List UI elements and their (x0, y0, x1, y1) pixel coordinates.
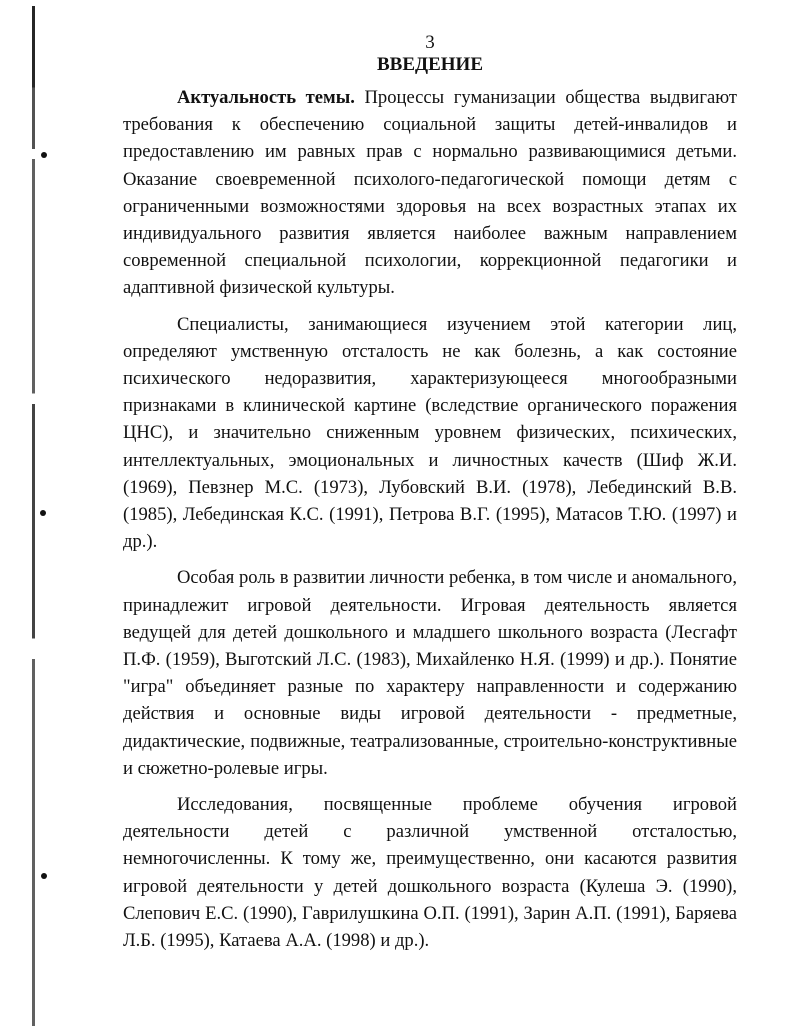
scan-dot-artifact (41, 873, 47, 879)
body-text (123, 84, 737, 954)
section-heading: ВВЕДЕНИЕ (377, 54, 483, 75)
paragraph-lead: Актуальность темы. (177, 87, 355, 108)
paragraph-relevance (123, 84, 737, 302)
paragraph-text: Процессы гуманизации общества выдвигают требования к обеспечению социальной защиты детей-инвалидов и предоставлению им равных прав с нормально развивающимися детьми. Оказание своевременной психолого-педагогической помощи детям с ограниченными возможностями здоровья на всех возрастных этапах их индивидуального развития является наиболее важным направлением современной специальной психологии, коррекционной педагогики и адаптивной физической культуры. (123, 87, 737, 299)
scan-dot-artifact (40, 510, 46, 516)
page-number: 3 (425, 32, 435, 53)
scan-dot-artifact (41, 152, 47, 158)
scan-edge-artifact (32, 6, 35, 1026)
paragraph-research: Исследования, посвященные проблеме обучения игровой деятельности детей с различной умственной отсталостью, немногочисленны. К тому же, преимущественно, они касаются развития игровой деятельности у детей дошкольного возраста (Кулеша Э. (1990), Слепович Е.С. (1990), Гаврилушкина О.П. (1991), Зарин А.П. (1991), Баряева Л.Б. (1995), Катаева А.А. (1998) и др.). (123, 794, 737, 952)
paragraph-specialists: Специалисты, занимающиеся изучением этой категории лиц, определяют умственную отсталость не как болезнь, а как состояние психического недоразвития, характеризующееся многообразными признаками в клинической картине (вследствие органического поражения ЦНС), и значительно сниженным уровнем физических, психических, интеллектуальных, эмоциональных и личностных качеств (Шиф Ж.И. (1969), Певзнер М.С. (1973), Лубовский В.И. (1978), Лебединский В.В. (1985), Лебединская К.С. (1991), Петрова В.Г. (1995), Матасов Т.Ю. (1997) и др.). (123, 313, 737, 553)
paragraph-play-role: Особая роль в развитии личности ребенка, в том числе и аномального, принадлежит игровой деятельности. Игровая деятельность является ведущей для детей дошкольного и младшего школьного возраста (Лесгафт П.Ф. (1959), Выготский Л.С. (1983), Михайленко Н.Я. (1999) и др.). Понятие "игра" объединяет разные по характеру направленности и содержанию действия и основные виды игровой деятельности - предметные, дидактические, подвижные, театрализованные, строительно-конструктивные и сюжетно-ролевые игры. (123, 567, 737, 779)
